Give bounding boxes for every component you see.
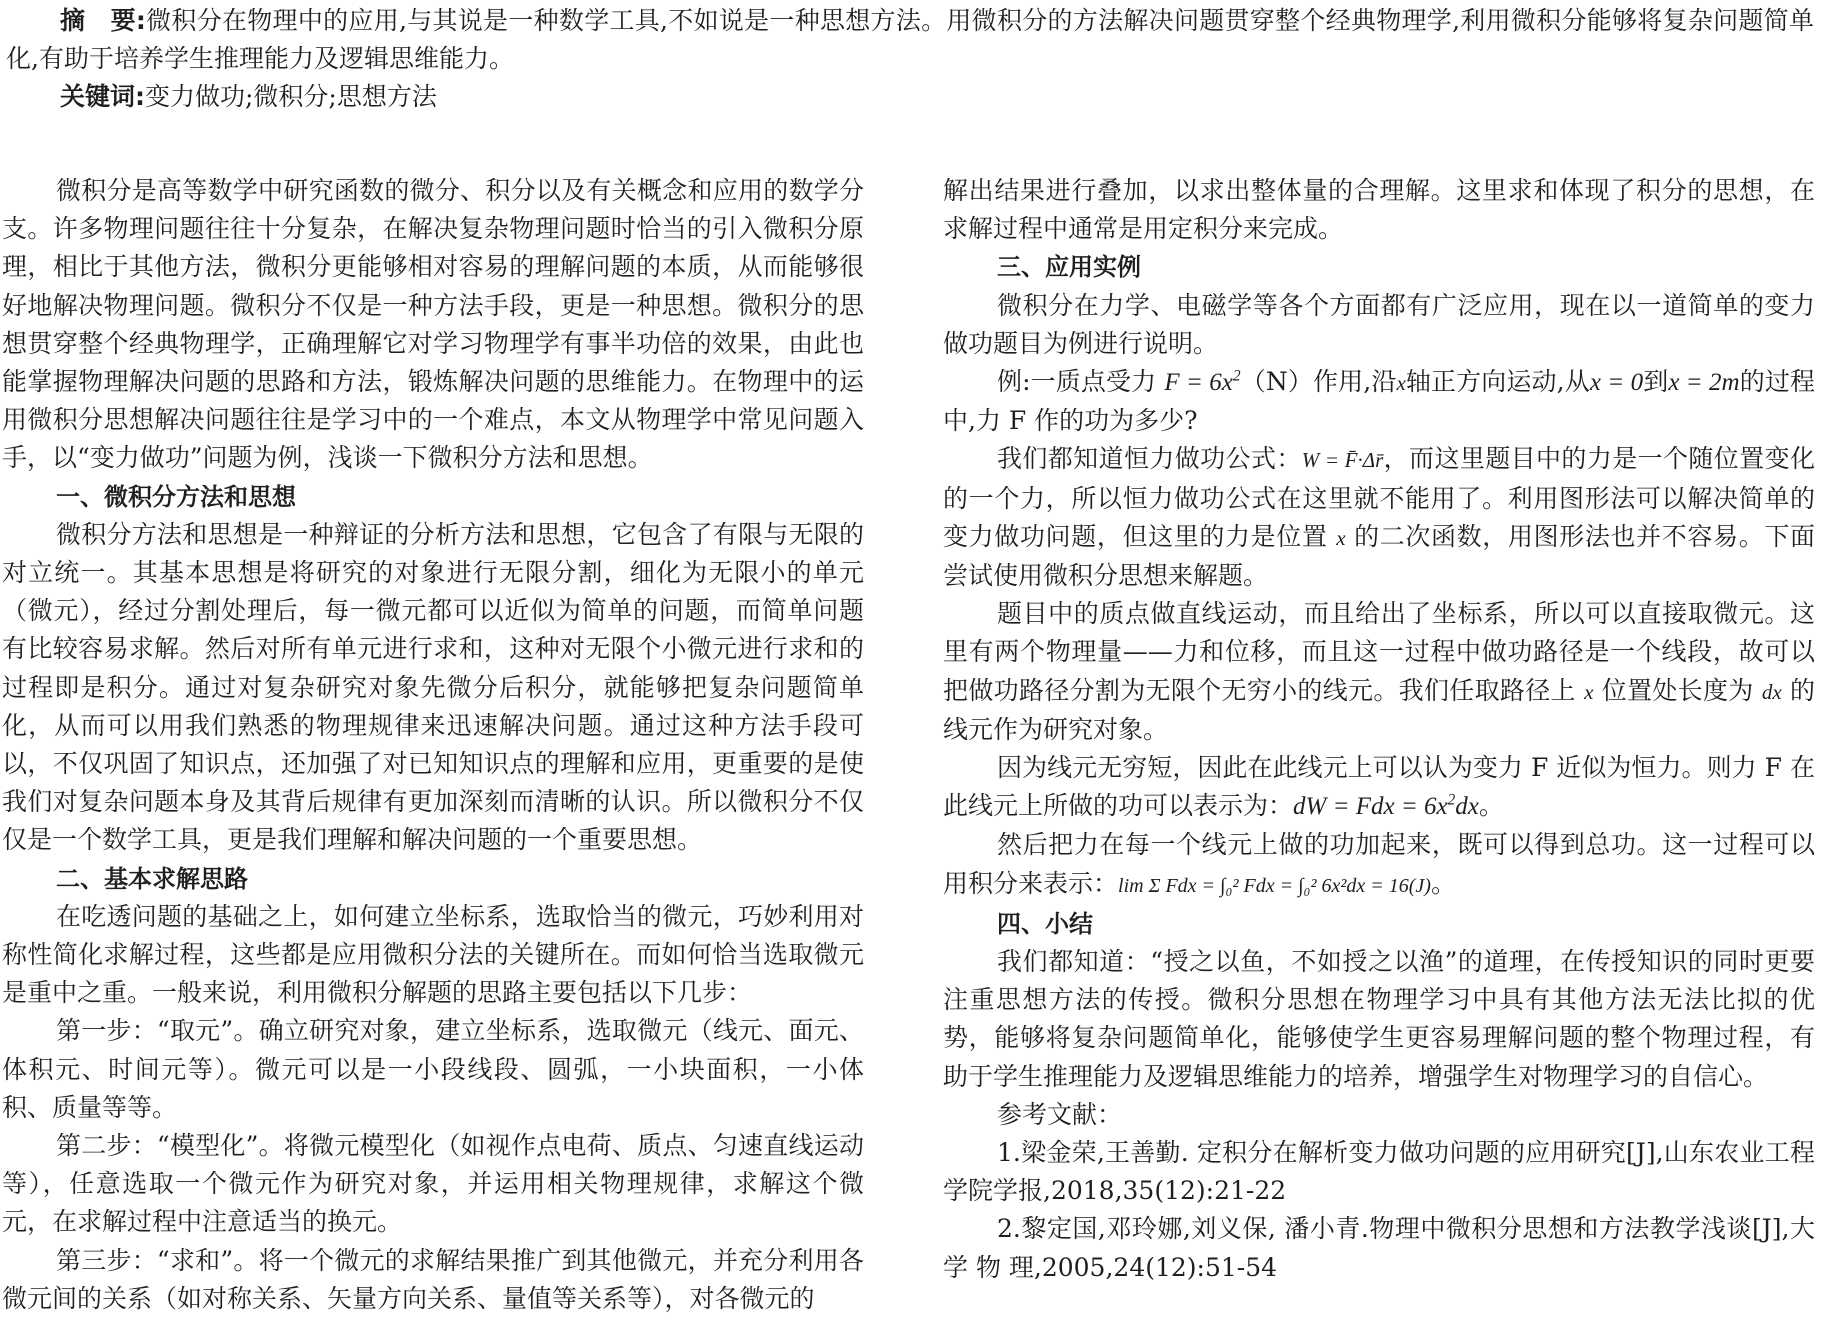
section-heading-3: 三、应用实例 [997,253,1141,282]
section-heading-2: 二、基本求解思路 [56,864,248,893]
section3-paragraph: 微积分在力学、电磁学等各个方面都有广泛应用，现在以一道简单的变力做功题目为例进行说明。 [943,290,1815,358]
differential-work-paragraph: 因为线元无穷短，因此在此线元上可以认为变力 F 近似为恒力。则力 F 在此线元上所做的功可以表示为：dW = Fdx = $6x^2dx$。 [943,753,1815,821]
continued-paragraph: 解出结果进行叠加，以求出整体量的合理解。这里求和体现了积分的思想，在求解过程中通常是用定积分来完成。 [943,176,1815,244]
x-variable-2: x [1336,525,1346,550]
reference-1: 1.梁金荣,王善勤. 定积分在解析变力做功问题的应用研究[J],山东农业工程学院学报,2018,35(12):21-22 [943,1138,1815,1206]
left-column [2,172,864,1318]
intro-paragraph: 微积分是高等数学中研究函数的微分、积分以及有关概念和应用的数学分支。许多物理问题往往十分复杂，在解决复杂物理问题时恰当的引入微积分原理，相比于其他方法，微积分更能够相对容易的理解问题的本质，从而能够很好地解决物理问题。微积分不仅是一种方法手段，更是一种思想。微积分的思想贯穿整个经典物理学，正确理解它对学习物理学有事半功倍的效果，由此也能掌握物理解决问题的思路和方法，锻炼解决问题的思维能力。在物理中的运用微积分思想解决问题往往是学习中的一个难点，本文从物理学中常见问题入手，以“变力做功”问题为例，浅谈一下微积分方法和思想。 [2,176,864,473]
start-position: x = 0 [1589,369,1644,397]
example-text-d: 到 [1643,367,1669,397]
example-text-e: 的过程中,力 F 作的功为多少? [943,367,1815,436]
step3-paragraph: 第三步：“求和”。将一个微元的求解结果推广到其他微元，并充分利用各微元间的关系（如对称关系、矢量方向关系、量值等关系等），对各微元的 [2,1245,864,1313]
example-text-c: 轴正方向运动,从 [1405,367,1590,397]
x-variable: x [1396,371,1406,396]
keywords-label: 关键词: [60,82,145,111]
example-text-b: （N）作用,沿 [1240,367,1397,397]
right-column [943,172,1815,1287]
section-heading-1: 一、微积分方法和思想 [56,482,296,511]
step1-paragraph: 第一步：“取元”。确立研究对象，建立坐标系，选取微元（线元、面元、体积元、时间元等）。微元可以是一小段线段、圆弧，一小块面积，一小体积、质量等等。 [2,1016,864,1122]
force-formula: $F = 6x^2$ [1164,367,1241,397]
constant-force-paragraph: 我们都知道恒力做功公式：W = F̄·Δr̄，而这里题目中的力是一个随位置变化的一个力，所以恒力做功公式在这里就不能用了。利用图形法可以解决简单的变力做功问题，但这里的力是位置 x 的二次函数，用图形法也并不容易。下面尝试使用微积分思想来解题。 [943,444,1815,591]
keywords-line [6,78,1814,116]
keywords-text: 变力做功;微积分;思想方法 [145,82,437,111]
abstract-paragraph [6,2,1814,78]
work-formula: W = F̄·Δr̄ [1301,448,1384,473]
abstract-label: 摘 要: [60,6,146,35]
integral-paragraph: 然后把力在每一个线元上做的功加起来，既可以得到总功。这一过程可以用积分来表示：lim Σ Fdx = ∫₀² Fdx = ∫₀² 6x²dx = 16(J)。 [943,830,1815,898]
reference-2: 2.黎定国,邓玲娜,刘义保, 潘小青.物理中微积分思想和方法教学浅谈[J],大 学 物 理,2005,24(12):51-54 [943,1214,1815,1282]
example-text-a: 例:一质点受力 [997,367,1157,397]
integral-formula: lim Σ Fdx = ∫₀² Fdx = ∫₀² 6x²dx = 16(J) [1118,874,1431,897]
dw-formula: dW = Fdx = $6x^2dx$ [1293,791,1479,821]
dx-variable: dx [1761,679,1782,704]
section2-paragraph: 在吃透问题的基础之上，如何建立坐标系，选取恰当的微元，巧妙利用对称性简化求解过程，这些都是应用微积分法的关键所在。而如何恰当选取微元是重中之重。一般来说，利用微积分解题的思路主要包括以下几步： [2,901,864,1008]
references-title: 参考文献： [997,1099,1123,1129]
example-paragraph [943,363,1815,440]
abstract-text: 微积分在物理中的应用,与其说是一种数学工具,不如说是一种思想方法。用微积分的方法解决问题贯穿整个经典物理学,利用微积分能够将复杂问题简单化,有助于培养学生推理能力及逻辑思维能力。 [6,6,1814,73]
end-position: x = 2m [1668,369,1740,397]
abstract-block [6,2,1814,116]
section-heading-4: 四、小结 [997,909,1093,938]
section1-paragraph: 微积分方法和思想是一种辩证的分析方法和思想，它包含了有限与无限的对立统一。其基本思想是将研究的对象进行无限分割，细化为无限小的单元（微元），经过分割处理后，每一微元都可以近似为简单的问题，而简单问题有比较容易求解。然后对所有单元进行求和，这种对无限个小微元进行求和的过程即是积分。通过对复杂研究对象先微分后积分，就能够把复杂问题简单化，从而可以用我们熟悉的物理规律来迅速解决问题。通过这种方法手段可以，不仅巩固了知识点，还加强了对已知知识点的理解和应用，更重要的是使我们对复杂问题本身及其背后规律有更加深刻而清晰的认识。所以微积分不仅仅是一个数学工具，更是我们理解和解决问题的一个重要思想。 [2,519,864,855]
summary-paragraph: 我们都知道：“授之以鱼，不如授之以渔”的道理，在传授知识的同时更要注重思想方法的传授。微积分思想在物理学习中具有其他方法无法比拟的优势，能够将复杂问题简单化，能够使学生更容易理解问题的整个物理过程，有助于学生推理能力及逻辑思维能力的培养，增强学生对物理学习的自信心。 [943,947,1815,1091]
step2-paragraph: 第二步：“模型化”。将微元模型化（如视作点电荷、质点、匀速直线运动等），任意选取一个微元作为研究对象，并运用相关物理规律，求解这个微元，在求解过程中注意适当的换元。 [2,1131,864,1237]
x-variable-3: x [1584,679,1594,704]
element-paragraph: 题目中的质点做直线运动，而且给出了坐标系，所以可以直接取微元。这里有两个物理量——力和位移，而且这一过程中做功路径是一个线段，故可以把做功路径分割为无限个无穷小的线元。我们任取路径上 x 位置处长度为 dx 的线元作为研究对象。 [943,599,1815,744]
